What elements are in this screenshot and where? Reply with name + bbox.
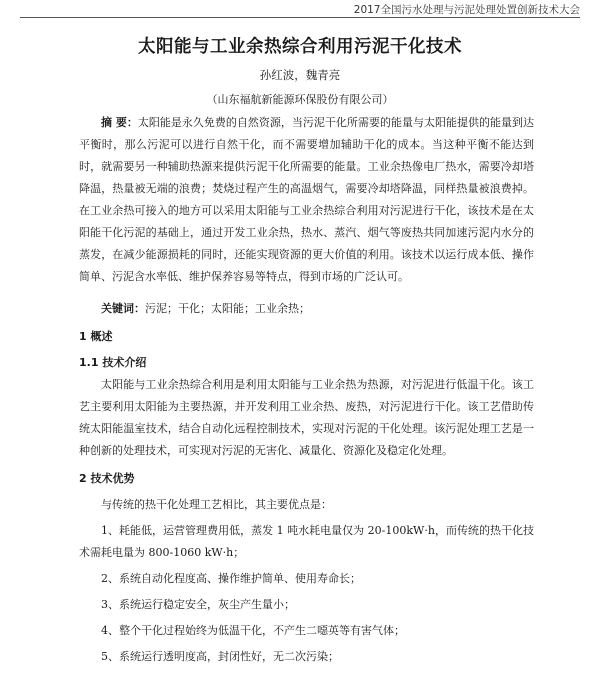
advantage-item: 5、系统运行透明度高，封闭性好，无二次污染； [101, 650, 339, 663]
keywords [79, 298, 534, 320]
keywords-label: 关键词： [101, 302, 145, 315]
running-header: 2017全国污水处理与污泥处理处置创新技术大会 [353, 4, 580, 16]
advantage-item: 4、整个干化过程始终为低温干化，不产生二噁英等有害气体； [101, 624, 405, 637]
section-1-heading: 1 概述 [79, 330, 113, 343]
section-1-1-paragraph: 太阳能与工业余热综合利用是利用太阳能与工业余热为热源，对污泥进行低温干化。该工艺主要利用太阳能为主要热源，并开发利用工业余热、废热，对污泥进行干化。该工艺借助传统太阳能温室技术，结合自动化远程控制技术，实现对污泥的干化处理。该污泥处理工艺是一种创新的处理技术，可实现对污泥的无害化、减量化、资源化及稳定化处理。 [79, 378, 534, 457]
section-1-1-heading: 1.1 技术介绍 [79, 356, 147, 369]
abstract-text: 太阳能是永久免费的自然资源，当污泥干化所需要的能量与太阳能提供的能量到达平衡时，那么污泥可以进行自然干化，而不需要增加辅助干化的成本。当这种平衡不能达到时，就需要另一种辅助热源来提供污泥干化所需要的能量。工业余热像电厂热水，需要冷却塔降温，热量被无端的浪费；焚烧过程产生的高温烟气，需要冷却塔降温，同样热量被浪费掉。在工业余热可接入的地方可以采用太阳能与工业余热综合利用对污泥进行干化，该技术是在太阳能干化污泥的基础上，通过开发工业余热，热水、蒸汽、烟气等废热共同加速污泥内水分的蒸发，在减少能源损耗的同时，还能实现资源的更大价值的利用。该技术以运行成本低、操作简单、污泥含水率低、维护保养容易等特点，得到市场的广泛认可。 [79, 116, 534, 283]
abstract [79, 112, 534, 288]
header-rule [20, 17, 580, 18]
advantage-item: 3、系统运行稳定安全，灰尘产生量小； [101, 598, 295, 611]
advantage-item: 2、系统自动化程度高、操作维护简单、使用寿命长； [101, 572, 361, 585]
affiliation: （山东福航新能源环保股份有限公司） [206, 93, 394, 106]
paper-title: 太阳能与工业余热综合利用污泥干化技术 [138, 37, 462, 57]
section-2-heading: 2 技术优势 [79, 472, 135, 485]
section-2-intro: 与传统的热干化处理工艺相比，其主要优点是： [101, 498, 332, 511]
authors: 孙红波，魏青亮 [259, 68, 341, 82]
advantage-item: 1、耗能低，运营管理费用低，蒸发 1 吨水耗电量仅为 20-100kW·h，而传统的热干化技术需耗电量为 800-1060 kW·h； [79, 524, 534, 559]
keywords-text: 污泥；干化；太阳能；工业余热； [145, 302, 310, 315]
paper-body [79, 112, 534, 668]
abstract-label: 摘 要： [101, 116, 138, 129]
